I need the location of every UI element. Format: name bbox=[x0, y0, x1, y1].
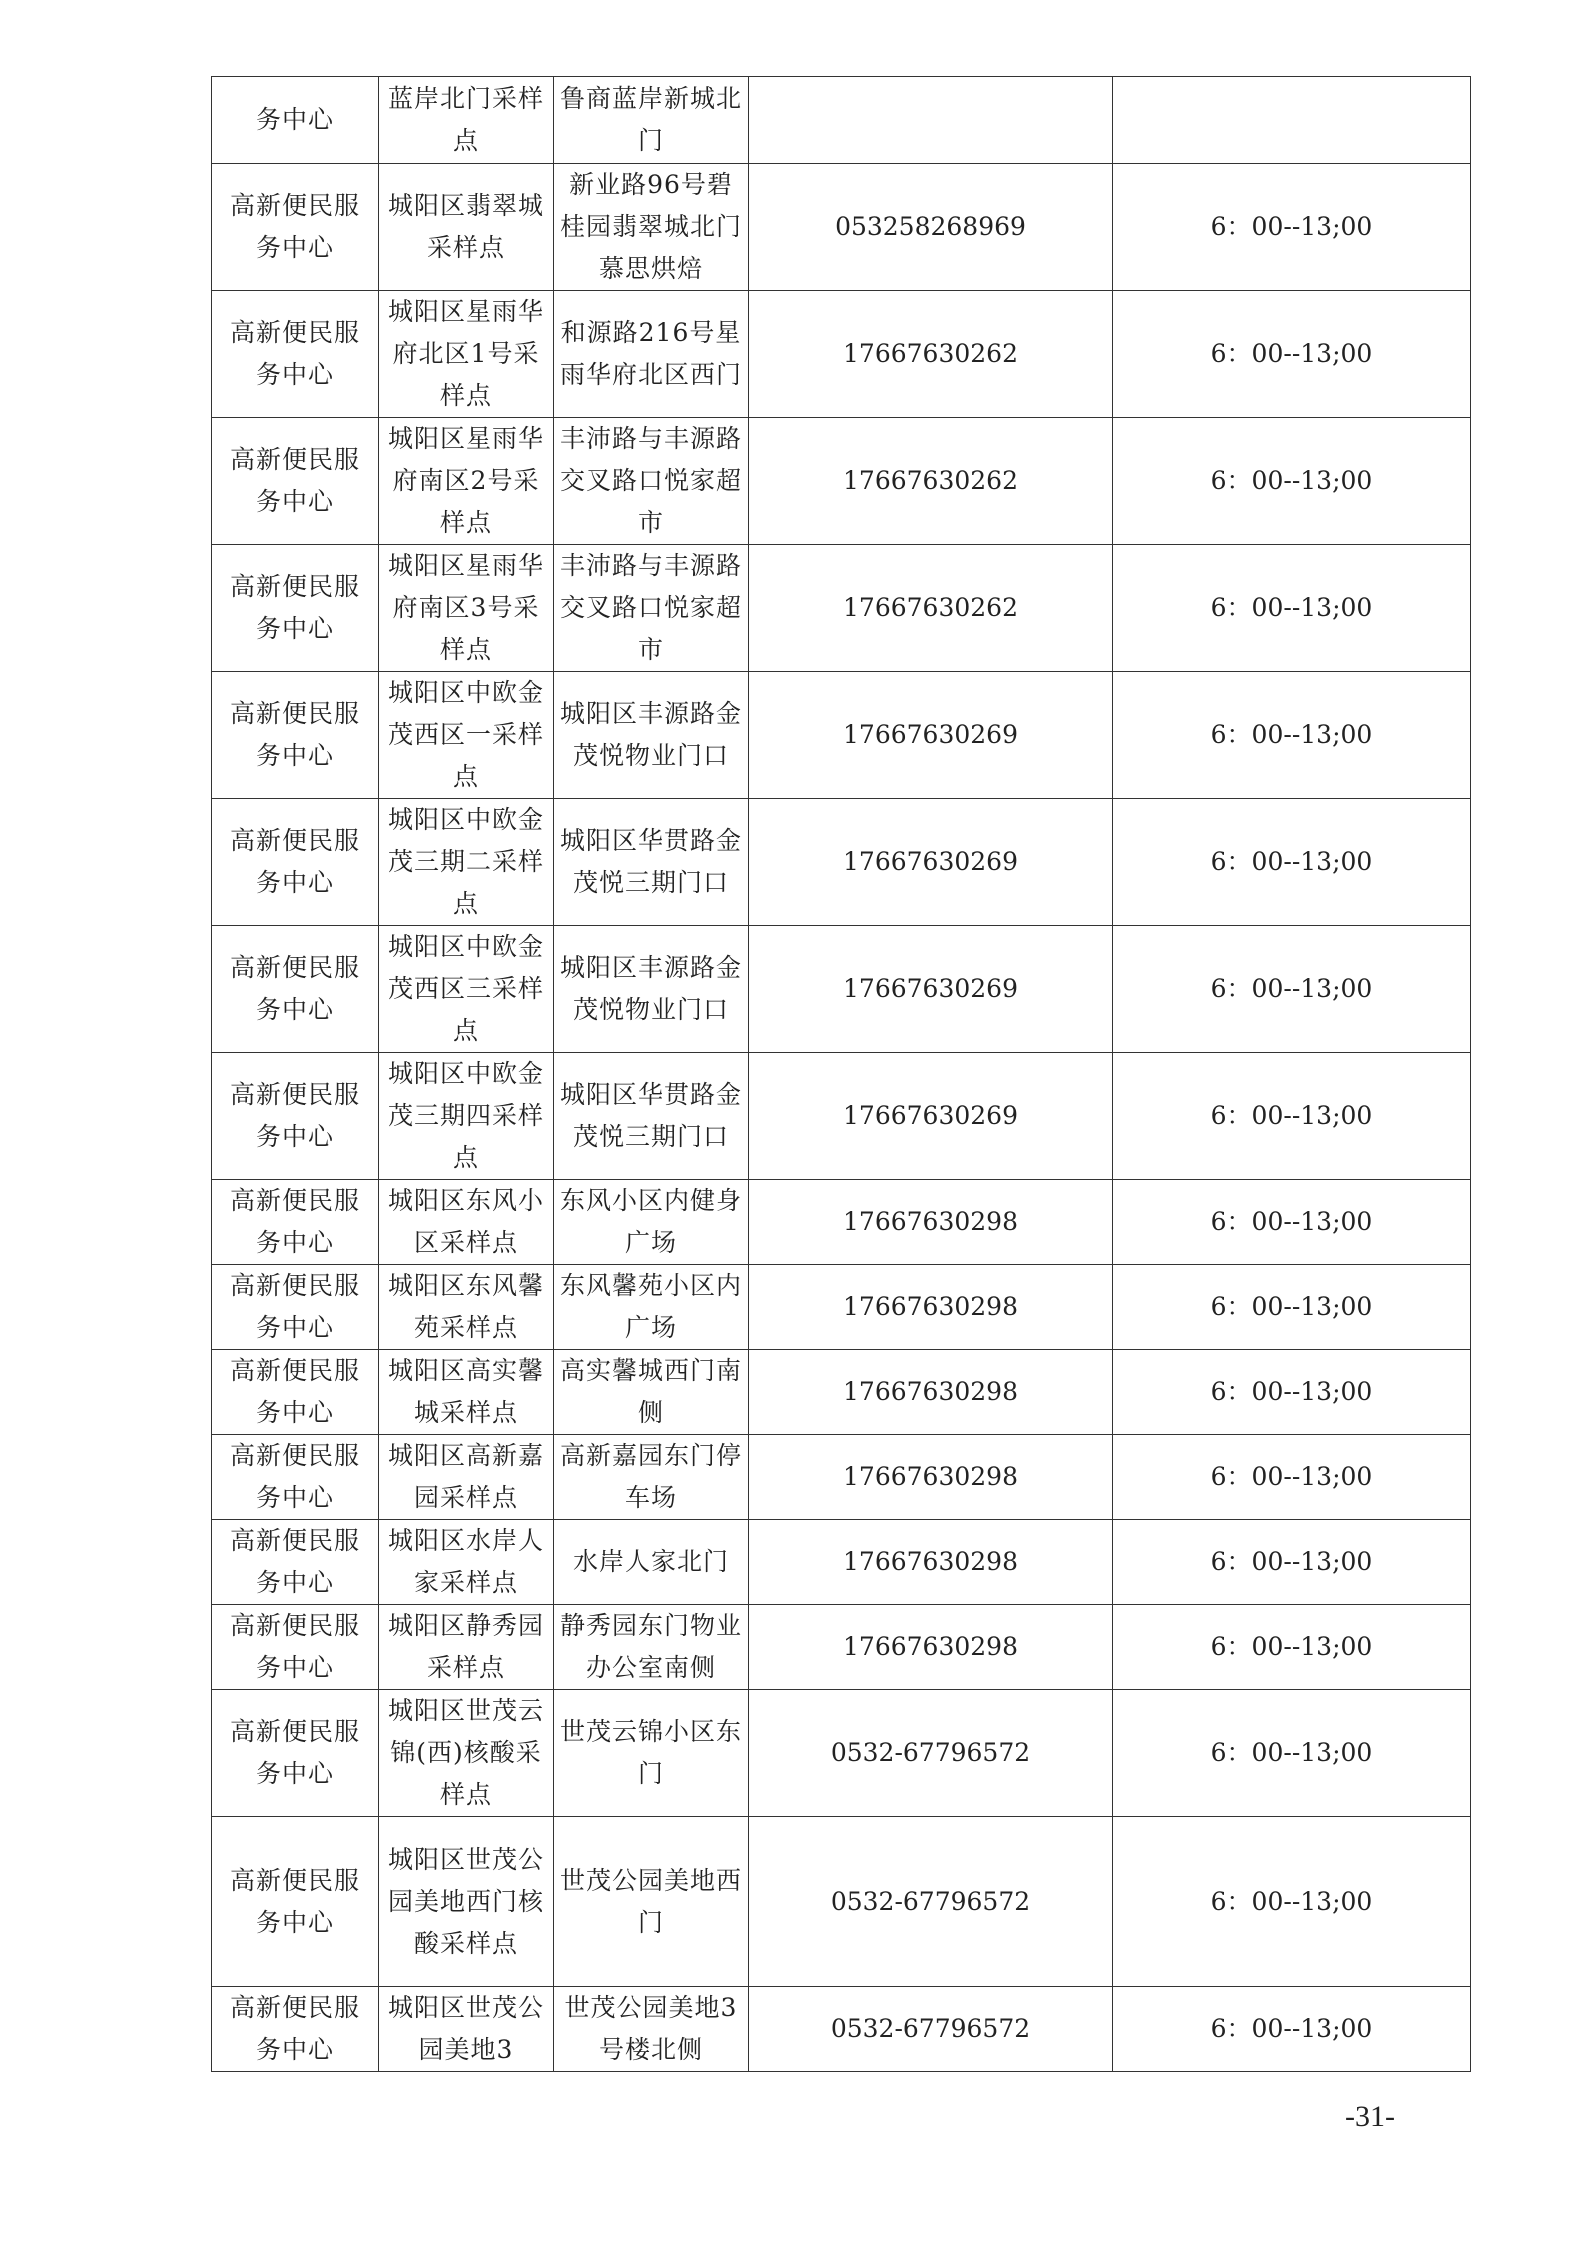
sampling-site-cell: 城阳区静秀园采样点 bbox=[379, 1605, 554, 1690]
phone-cell: 053258268969 bbox=[749, 164, 1113, 291]
table-row bbox=[212, 672, 1471, 799]
address-cell: 丰沛路与丰源路交叉路口悦家超市 bbox=[554, 545, 749, 672]
address-cell: 丰沛路与丰源路交叉路口悦家超市 bbox=[554, 418, 749, 545]
address-cell: 水岸人家北门 bbox=[554, 1520, 749, 1605]
sampling-site-cell: 城阳区水岸人家采样点 bbox=[379, 1520, 554, 1605]
phone-cell: 17667630269 bbox=[749, 926, 1113, 1053]
service-center-cell: 高新便民服务中心 bbox=[212, 1690, 379, 1817]
table-row bbox=[212, 77, 1471, 164]
phone-cell bbox=[749, 77, 1113, 164]
address-cell: 城阳区丰源路金茂悦物业门口 bbox=[554, 926, 749, 1053]
address-cell: 世茂公园美地西门 bbox=[554, 1817, 749, 1987]
service-center-cell: 高新便民服务中心 bbox=[212, 672, 379, 799]
phone-cell: 17667630269 bbox=[749, 1053, 1113, 1180]
hours-cell: 6：00--13;00 bbox=[1113, 1265, 1471, 1350]
hours-cell: 6：00--13;00 bbox=[1113, 1350, 1471, 1435]
address-cell: 城阳区华贯路金茂悦三期门口 bbox=[554, 799, 749, 926]
hours-cell: 6：00--13;00 bbox=[1113, 1987, 1471, 2072]
phone-cell: 17667630298 bbox=[749, 1605, 1113, 1690]
hours-cell bbox=[1113, 77, 1471, 164]
hours-cell: 6：00--13;00 bbox=[1113, 291, 1471, 418]
address-cell: 城阳区丰源路金茂悦物业门口 bbox=[554, 672, 749, 799]
table-row bbox=[212, 545, 1471, 672]
phone-cell: 0532-67796572 bbox=[749, 1817, 1113, 1987]
table-row bbox=[212, 926, 1471, 1053]
address-cell: 世茂公园美地3号楼北侧 bbox=[554, 1987, 749, 2072]
hours-cell: 6：00--13;00 bbox=[1113, 164, 1471, 291]
table-row bbox=[212, 291, 1471, 418]
address-cell: 高新嘉园东门停车场 bbox=[554, 1435, 749, 1520]
sampling-site-cell: 城阳区星雨华府南区2号采样点 bbox=[379, 418, 554, 545]
sampling-site-cell: 城阳区星雨华府南区3号采样点 bbox=[379, 545, 554, 672]
service-center-cell: 高新便民服务中心 bbox=[212, 1350, 379, 1435]
service-center-cell: 高新便民服务中心 bbox=[212, 1053, 379, 1180]
sampling-site-cell: 城阳区高新嘉园采样点 bbox=[379, 1435, 554, 1520]
service-center-cell: 高新便民服务中心 bbox=[212, 1435, 379, 1520]
address-cell: 东风小区内健身广场 bbox=[554, 1180, 749, 1265]
sampling-site-cell: 城阳区中欧金茂西区三采样点 bbox=[379, 926, 554, 1053]
sampling-site-cell: 城阳区中欧金茂三期二采样点 bbox=[379, 799, 554, 926]
sampling-site-cell: 城阳区中欧金茂三期四采样点 bbox=[379, 1053, 554, 1180]
address-cell: 高实馨城西门南侧 bbox=[554, 1350, 749, 1435]
hours-cell: 6：00--13;00 bbox=[1113, 1817, 1471, 1987]
service-center-cell: 高新便民服务中心 bbox=[212, 1180, 379, 1265]
service-center-cell: 高新便民服务中心 bbox=[212, 545, 379, 672]
phone-cell: 17667630298 bbox=[749, 1350, 1113, 1435]
sampling-site-cell: 城阳区世茂公园美地3 bbox=[379, 1987, 554, 2072]
phone-cell: 17667630262 bbox=[749, 545, 1113, 672]
address-cell: 世茂云锦小区东门 bbox=[554, 1690, 749, 1817]
table-row bbox=[212, 1265, 1471, 1350]
table-row bbox=[212, 1180, 1471, 1265]
sampling-site-cell: 城阳区东风馨苑采样点 bbox=[379, 1265, 554, 1350]
service-center-cell: 高新便民服务中心 bbox=[212, 926, 379, 1053]
phone-cell: 17667630298 bbox=[749, 1180, 1113, 1265]
phone-cell: 0532-67796572 bbox=[749, 1987, 1113, 2072]
hours-cell: 6：00--13;00 bbox=[1113, 672, 1471, 799]
sampling-site-cell: 城阳区高实馨城采样点 bbox=[379, 1350, 554, 1435]
table-row bbox=[212, 164, 1471, 291]
table-row bbox=[212, 1350, 1471, 1435]
table-row bbox=[212, 1605, 1471, 1690]
hours-cell: 6：00--13;00 bbox=[1113, 1435, 1471, 1520]
sampling-site-cell: 蓝岸北门采样点 bbox=[379, 77, 554, 164]
table-row bbox=[212, 799, 1471, 926]
hours-cell: 6：00--13;00 bbox=[1113, 799, 1471, 926]
hours-cell: 6：00--13;00 bbox=[1113, 1053, 1471, 1180]
sampling-site-cell: 城阳区星雨华府北区1号采样点 bbox=[379, 291, 554, 418]
hours-cell: 6：00--13;00 bbox=[1113, 1605, 1471, 1690]
sampling-site-cell: 城阳区翡翠城采样点 bbox=[379, 164, 554, 291]
sampling-site-cell: 城阳区中欧金茂西区一采样点 bbox=[379, 672, 554, 799]
address-cell: 和源路216号星雨华府北区西门 bbox=[554, 291, 749, 418]
hours-cell: 6：00--13;00 bbox=[1113, 418, 1471, 545]
service-center-cell: 高新便民服务中心 bbox=[212, 799, 379, 926]
table-row bbox=[212, 1817, 1471, 1987]
service-center-cell: 高新便民服务中心 bbox=[212, 164, 379, 291]
sampling-sites-table bbox=[211, 76, 1471, 2072]
address-cell: 东风馨苑小区内广场 bbox=[554, 1265, 749, 1350]
table-row bbox=[212, 1690, 1471, 1817]
sampling-site-cell: 城阳区世茂公园美地西门核酸采样点 bbox=[379, 1817, 554, 1987]
sampling-site-cell: 城阳区世茂云锦(西)核酸采样点 bbox=[379, 1690, 554, 1817]
table-row bbox=[212, 1987, 1471, 2072]
phone-cell: 0532-67796572 bbox=[749, 1690, 1113, 1817]
phone-cell: 17667630298 bbox=[749, 1265, 1113, 1350]
sampling-site-cell: 城阳区东风小区采样点 bbox=[379, 1180, 554, 1265]
phone-cell: 17667630269 bbox=[749, 672, 1113, 799]
address-cell: 城阳区华贯路金茂悦三期门口 bbox=[554, 1053, 749, 1180]
table-row bbox=[212, 1435, 1471, 1520]
service-center-cell: 高新便民服务中心 bbox=[212, 418, 379, 545]
phone-cell: 17667630269 bbox=[749, 799, 1113, 926]
service-center-cell: 高新便民服务中心 bbox=[212, 1817, 379, 1987]
address-cell: 鲁商蓝岸新城北门 bbox=[554, 77, 749, 164]
address-cell: 新业路96号碧桂园翡翠城北门慕思烘焙 bbox=[554, 164, 749, 291]
table-row bbox=[212, 418, 1471, 545]
service-center-cell: 高新便民服务中心 bbox=[212, 1605, 379, 1690]
page-number: -31- bbox=[1345, 2100, 1395, 2133]
hours-cell: 6：00--13;00 bbox=[1113, 1690, 1471, 1817]
phone-cell: 17667630298 bbox=[749, 1520, 1113, 1605]
phone-cell: 17667630262 bbox=[749, 418, 1113, 545]
table-row bbox=[212, 1053, 1471, 1180]
service-center-cell: 务中心 bbox=[212, 77, 379, 164]
phone-cell: 17667630298 bbox=[749, 1435, 1113, 1520]
service-center-cell: 高新便民服务中心 bbox=[212, 1520, 379, 1605]
hours-cell: 6：00--13;00 bbox=[1113, 545, 1471, 672]
table-row bbox=[212, 1520, 1471, 1605]
service-center-cell: 高新便民服务中心 bbox=[212, 1987, 379, 2072]
service-center-cell: 高新便民服务中心 bbox=[212, 291, 379, 418]
hours-cell: 6：00--13;00 bbox=[1113, 1180, 1471, 1265]
hours-cell: 6：00--13;00 bbox=[1113, 926, 1471, 1053]
phone-cell: 17667630262 bbox=[749, 291, 1113, 418]
service-center-cell: 高新便民服务中心 bbox=[212, 1265, 379, 1350]
hours-cell: 6：00--13;00 bbox=[1113, 1520, 1471, 1605]
address-cell: 静秀园东门物业办公室南侧 bbox=[554, 1605, 749, 1690]
